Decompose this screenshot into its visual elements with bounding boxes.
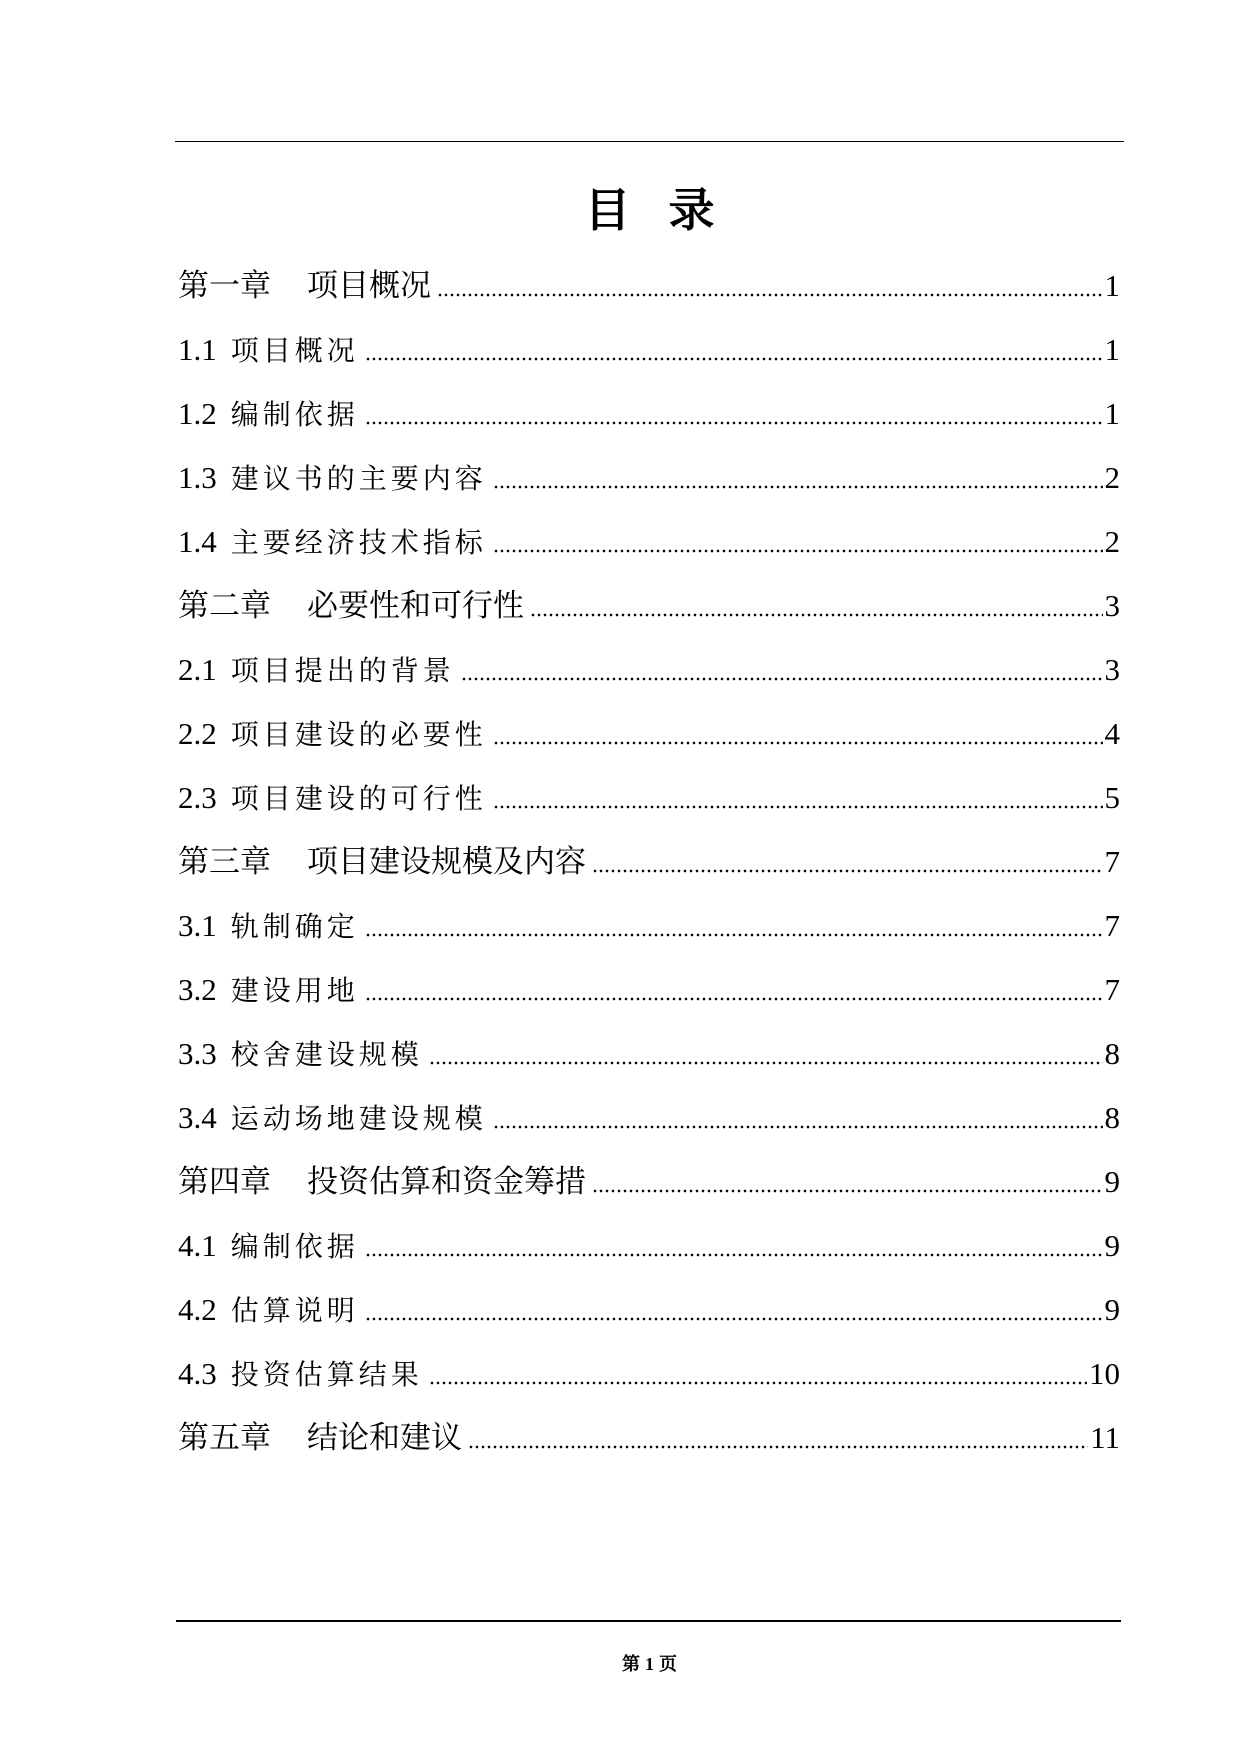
footer-page-number: 1: [645, 1654, 654, 1674]
toc-page-number: 10: [1089, 1356, 1120, 1391]
toc-section-number: 1.1: [178, 332, 217, 367]
toc-section-number: 1.3: [178, 460, 217, 495]
toc-chapter-number: 第三章: [178, 844, 271, 880]
toc-section-title: 运动场地建设规模: [230, 1104, 487, 1135]
toc-section-title: 估算说明: [230, 1296, 359, 1327]
toc-section-title: 编制依据: [230, 400, 359, 431]
dot-leader: [493, 766, 1103, 830]
toc-page-number: 8: [1104, 1100, 1120, 1135]
toc-section-3-2[interactable]: [178, 958, 1120, 1022]
dot-leader: [468, 1406, 1088, 1470]
dot-leader: [365, 894, 1103, 958]
toc-chapter-title: 项目建设规模及内容: [307, 844, 586, 880]
toc-section-number: 2.3: [178, 780, 217, 815]
toc-section-number: 1.2: [178, 396, 217, 431]
toc-section-title: 校舍建设规模: [230, 1040, 423, 1071]
toc-chapter-2[interactable]: [178, 574, 1120, 638]
toc-page-number: 1: [1104, 268, 1120, 303]
toc-section-4-1[interactable]: [178, 1214, 1120, 1278]
toc-page-number: 11: [1090, 1420, 1120, 1455]
toc-section-number: 3.4: [178, 1100, 217, 1135]
table-of-contents: [178, 254, 1120, 1470]
toc-page-number: 7: [1104, 972, 1120, 1007]
toc-section-number: 2.1: [178, 652, 217, 687]
dot-leader: [530, 574, 1103, 638]
dot-leader: [493, 446, 1103, 510]
toc-section-title: 项目提出的背景: [230, 656, 455, 687]
toc-section-title: 项目建设的可行性: [230, 784, 487, 815]
dot-leader: [365, 958, 1103, 1022]
toc-section-number: 3.2: [178, 972, 217, 1007]
toc-section-title: 建议书的主要内容: [230, 464, 487, 495]
toc-page-number: 3: [1104, 652, 1120, 687]
dot-leader: [437, 254, 1103, 318]
dot-leader: [592, 1150, 1103, 1214]
toc-title: 目 录: [584, 183, 723, 237]
toc-chapter-3[interactable]: [178, 830, 1120, 894]
toc-chapter-5[interactable]: [178, 1406, 1120, 1470]
toc-chapter-number: 第一章: [178, 268, 271, 304]
toc-section-1-4[interactable]: [178, 510, 1120, 574]
dot-leader: [429, 1022, 1103, 1086]
toc-section-4-3[interactable]: [178, 1342, 1120, 1406]
toc-section-2-1[interactable]: [178, 638, 1120, 702]
toc-section-1-3[interactable]: [178, 446, 1120, 510]
toc-page-number: 9: [1104, 1292, 1120, 1327]
dot-leader: [461, 638, 1103, 702]
toc-page-number: 5: [1104, 780, 1120, 815]
footer-suffix: 页: [659, 1654, 677, 1674]
toc-section-number: 2.2: [178, 716, 217, 751]
toc-section-title: 轨制确定: [230, 912, 359, 943]
toc-section-title: 项目建设的必要性: [230, 720, 487, 751]
toc-chapter-title: 必要性和可行性: [307, 588, 524, 624]
dot-leader: [365, 318, 1103, 382]
toc-page-number: 4: [1104, 716, 1120, 751]
toc-page-number: 2: [1104, 524, 1120, 559]
toc-chapter-title: 结论和建议: [307, 1420, 462, 1456]
toc-section-3-3[interactable]: [178, 1022, 1120, 1086]
dot-leader: [429, 1342, 1087, 1406]
footer-prefix: 第: [622, 1654, 640, 1674]
toc-chapter-1[interactable]: [178, 254, 1120, 318]
dot-leader: [493, 510, 1103, 574]
toc-section-title: 主要经济技术指标: [230, 528, 487, 559]
toc-section-2-3[interactable]: [178, 766, 1120, 830]
toc-chapter-title: 投资估算和资金筹措: [307, 1164, 586, 1200]
toc-page-number: 8: [1104, 1036, 1120, 1071]
dot-leader: [493, 1086, 1103, 1150]
toc-section-number: 1.4: [178, 524, 217, 559]
toc-page-number: 2: [1104, 460, 1120, 495]
toc-page-number: 7: [1104, 908, 1120, 943]
toc-section-title: 编制依据: [230, 1232, 359, 1263]
header-rule: [175, 141, 1124, 142]
dot-leader: [365, 382, 1103, 446]
toc-section-title: 项目概况: [230, 336, 359, 367]
toc-section-3-4[interactable]: [178, 1086, 1120, 1150]
dot-leader: [493, 702, 1103, 766]
toc-page-number: 1: [1104, 396, 1120, 431]
toc-section-number: 3.1: [178, 908, 217, 943]
toc-chapter-number: 第五章: [178, 1420, 271, 1456]
toc-section-1-1[interactable]: [178, 318, 1120, 382]
toc-section-number: 4.1: [178, 1228, 217, 1263]
toc-section-2-2[interactable]: [178, 702, 1120, 766]
toc-section-3-1[interactable]: [178, 894, 1120, 958]
toc-section-title: 建设用地: [230, 976, 359, 1007]
dot-leader: [365, 1214, 1103, 1278]
toc-chapter-title: 项目概况: [307, 268, 431, 304]
page-footer: [175, 1650, 1124, 1678]
toc-section-1-2[interactable]: [178, 382, 1120, 446]
footer-rule: [176, 1620, 1121, 1622]
toc-section-title: 投资估算结果: [230, 1360, 423, 1391]
toc-chapter-number: 第四章: [178, 1164, 271, 1200]
toc-chapter-number: 第二章: [178, 588, 271, 624]
toc-page-number: 3: [1104, 588, 1120, 623]
toc-page-number: 7: [1104, 844, 1120, 879]
dot-leader: [365, 1278, 1103, 1342]
toc-page-number: 1: [1104, 332, 1120, 367]
dot-leader: [592, 830, 1103, 894]
toc-page-number: 9: [1104, 1228, 1120, 1263]
toc-section-number: 4.3: [178, 1356, 217, 1391]
toc-section-number: 4.2: [178, 1292, 217, 1327]
toc-section-number: 3.3: [178, 1036, 217, 1071]
toc-chapter-4[interactable]: [178, 1150, 1120, 1214]
toc-section-4-2[interactable]: [178, 1278, 1120, 1342]
toc-page-number: 9: [1104, 1164, 1120, 1199]
